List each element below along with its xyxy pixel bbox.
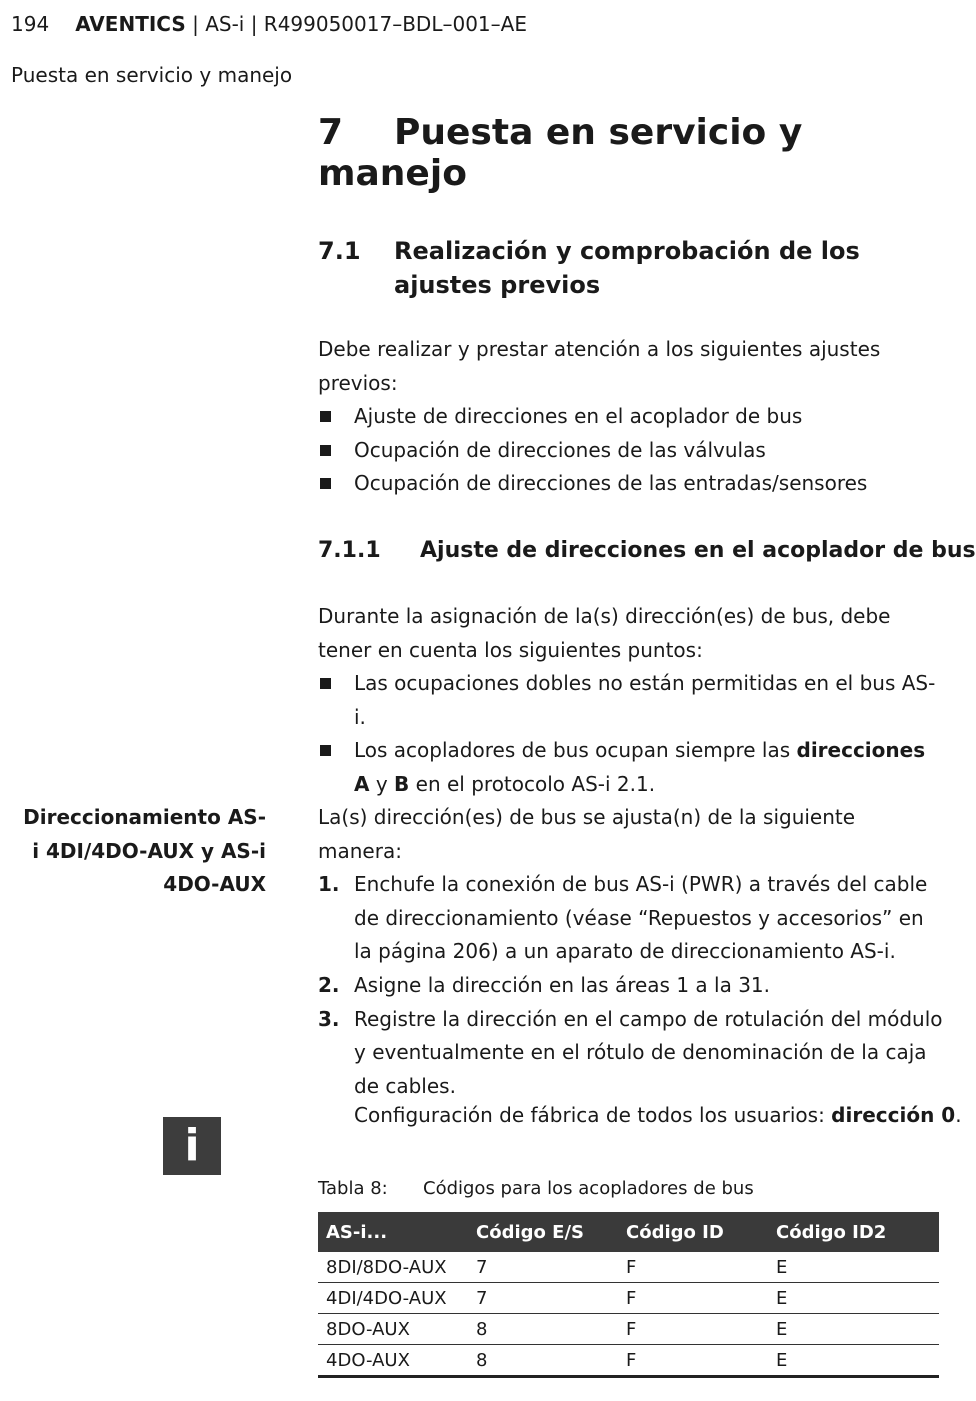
points-list — [318, 667, 943, 801]
table-cell: 8DI/8DO-AUX — [318, 1252, 468, 1283]
section-number: 7.1 — [318, 237, 361, 265]
step-text: Enchufe la conexión de bus AS-i (PWR) a través del cable de direccionamiento (véase “Repuestos y accesorios” en la página 206) a un aparato de direccionamiento AS-i. — [354, 872, 928, 964]
step-item — [318, 969, 943, 1003]
info-icon: i — [163, 1117, 221, 1175]
table-row — [318, 1314, 939, 1345]
table-cell: E — [768, 1314, 939, 1345]
table-caption — [318, 1178, 754, 1199]
chapter-heading — [318, 112, 950, 194]
section-heading — [318, 234, 934, 302]
procedure-block — [318, 801, 943, 1103]
table-cell: F — [618, 1345, 768, 1377]
table-row — [318, 1283, 939, 1314]
table-row — [318, 1345, 939, 1377]
square-bullet-icon — [320, 411, 331, 422]
table-cell: 8 — [468, 1345, 618, 1377]
table-cell: F — [618, 1314, 768, 1345]
running-section-title: Puesta en servicio y manejo — [11, 63, 293, 87]
brand-name: AVENTICS — [75, 12, 186, 36]
column-header: Código E/S — [468, 1212, 618, 1252]
step-item — [318, 1003, 943, 1104]
step-text: Asigne la dirección en las áreas 1 a la 31. — [354, 972, 770, 997]
points-block — [318, 600, 943, 802]
margin-note: Direccionamiento AS-i 4DI/4DO-AUX y AS-i 4DO-AUX — [23, 805, 266, 897]
step-number: 2. — [318, 972, 340, 997]
table-cell: 4DO-AUX — [318, 1345, 468, 1377]
step-text: Registre la dirección en el campo de rotulación del módulo y eventualmente en el rótulo de denominación de la caja de cables. — [354, 1006, 943, 1098]
document-reference: | AS-i | R499050017–BDL–001–AE — [185, 12, 527, 36]
page-number: 194 — [11, 12, 50, 36]
step-number: 3. — [318, 1006, 340, 1031]
step-number: 1. — [318, 872, 340, 897]
points-intro: Durante la asignación de la(s) dirección(es) de bus, debe tener en cuenta los siguientes puntos: — [318, 604, 891, 662]
info-note: Configuración de fábrica de todos los usuarios: dirección 0. — [354, 1103, 962, 1127]
list-item: Ocupación de direcciones de las válvulas — [318, 434, 943, 468]
square-bullet-icon — [320, 678, 331, 689]
column-header: Código ID — [618, 1212, 768, 1252]
column-header: AS-i... — [318, 1212, 468, 1252]
procedure-intro: La(s) dirección(es) de bus se ajusta(n) de la siguiente manera: — [318, 805, 856, 863]
table-cell: 7 — [468, 1252, 618, 1283]
chapter-title: Puesta en servicio y manejo — [318, 112, 803, 194]
list-item: Los acopladores de bus ocupan siempre las direcciones A y B en el protocolo AS-i 2.1. — [318, 734, 943, 801]
column-header: Código ID2 — [768, 1212, 939, 1252]
procedure-steps — [318, 868, 943, 1103]
square-bullet-icon — [320, 478, 331, 489]
table-header-row — [318, 1212, 939, 1252]
table-cell: 8DO-AUX — [318, 1314, 468, 1345]
section-title: Realización y comprobación de los ajustes previos — [394, 237, 860, 299]
subsection-number: 7.1.1 — [318, 538, 381, 563]
chapter-number: 7 — [318, 112, 344, 153]
step-item — [318, 868, 943, 969]
table-cell: 4DI/4DO-AUX — [318, 1283, 468, 1314]
table-row — [318, 1252, 939, 1283]
intro-block — [318, 333, 943, 501]
list-item: Ajuste de direcciones en el acoplador de bus — [318, 400, 943, 434]
table-cell: E — [768, 1345, 939, 1377]
list-item: Ocupación de direcciones de las entradas/sensores — [318, 467, 943, 501]
list-item: Las ocupaciones dobles no están permitidas en el bus AS-i. — [318, 667, 943, 734]
square-bullet-icon — [320, 745, 331, 756]
subsection-title: Ajuste de direcciones en el acoplador de bus — [420, 538, 976, 563]
table-cell: E — [768, 1283, 939, 1314]
table-cell: F — [618, 1283, 768, 1314]
table-caption-text: Códigos para los acopladores de bus — [423, 1178, 754, 1199]
prerequisite-list — [318, 400, 943, 501]
square-bullet-icon — [320, 445, 331, 456]
table-cell: 7 — [468, 1283, 618, 1314]
bus-coupler-codes-table — [318, 1212, 939, 1378]
table-caption-label: Tabla 8: — [318, 1178, 388, 1199]
table-cell: 8 — [468, 1314, 618, 1345]
intro-text: Debe realizar y prestar atención a los siguientes ajustes previos: — [318, 337, 881, 395]
table-cell: F — [618, 1252, 768, 1283]
table-cell: E — [768, 1252, 939, 1283]
subsection-heading — [318, 538, 976, 563]
page-header — [11, 12, 527, 36]
